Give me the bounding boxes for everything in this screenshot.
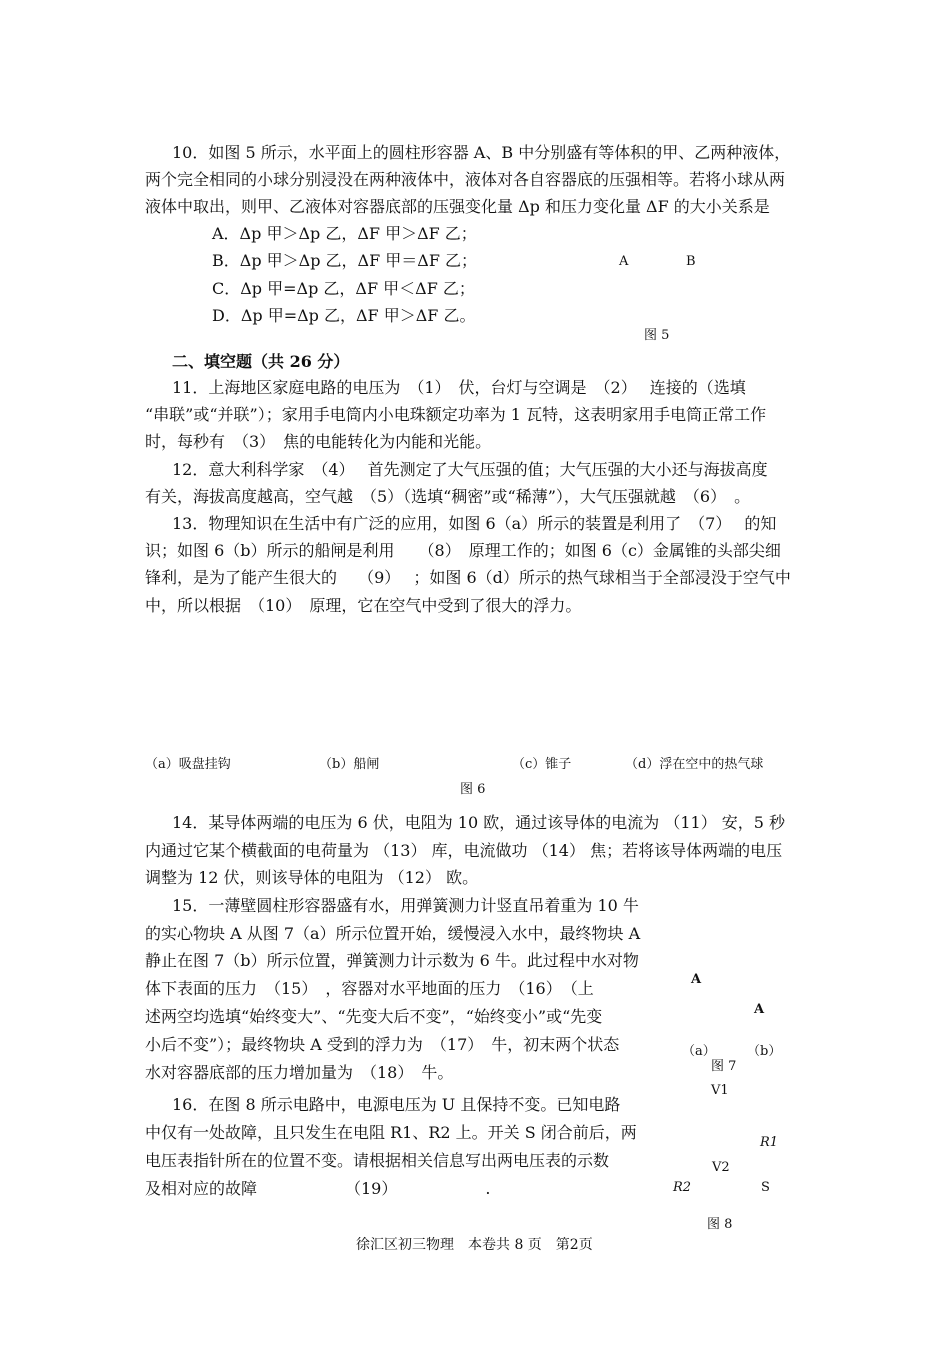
fig6-caption-d: （d）浮在空中的热气球 <box>625 757 764 772</box>
fig8-resistor-r1: R1 <box>760 1135 779 1150</box>
q15-line-7: 水对容器底部的压力增加量为 （18） 牛。 <box>145 1063 454 1082</box>
q14-line-3: 调整为 12 伏，则该导体的电阻为 （12） 欧。 <box>145 868 479 887</box>
section-title: 二、填空题（共 26 分） <box>172 352 350 371</box>
q11-line-1: 11．上海地区家庭电路的电压为 （1） 伏，台灯与空调是 （2） 连接的（选填 <box>172 378 746 397</box>
page-footer: 徐汇区初三物理 本卷共 8 页 第2页 <box>356 1237 593 1253</box>
fig6-caption-a: （a）吸盘挂钩 <box>145 757 231 772</box>
fig7-block-a-right: A <box>754 1002 765 1017</box>
q16-line-1: 16．在图 8 所示电路中，电源电压为 U 且保持不变。已知电路 <box>172 1095 621 1114</box>
fig5-label-a: A <box>619 254 629 269</box>
fig6-caption-c: （c）锥子 <box>512 757 572 772</box>
q10-option-d: D．Δp 甲=Δp 乙，ΔF 甲＞ΔF 乙。 <box>212 306 476 325</box>
q15-line-1: 15．一薄壁圆柱形容器盛有水，用弹簧测力计竖直吊着重为 10 牛 <box>172 896 639 915</box>
fig8-voltmeter-v2: V2 <box>712 1160 730 1175</box>
q15-line-2: 的实心物块 A 从图 7（a）所示位置开始，缓慢浸入水中，最终物块 A <box>145 924 641 943</box>
fig8-voltmeter-v1: V1 <box>711 1083 729 1098</box>
q10-line-1: 10．如图 5 所示，水平面上的圆柱形容器 A、B 中分别盛有等体积的甲、乙两种液体， <box>172 143 791 162</box>
q16-line-3: 电压表指针所在的位置不变。请根据相关信息写出两电压表的示数 <box>145 1151 610 1170</box>
q13-line-1: 13．物理知识在生活中有广泛的应用，如图 6（a）所示的装置是利用了 （7） 的知 <box>172 514 777 533</box>
q10-line-2: 两个完全相同的小球分别浸没在两种液体中，液体对各自容器底的压强相等。若将小球从两 <box>145 170 786 189</box>
fig5-caption: 图 5 <box>644 328 670 343</box>
q11-line-3: 时，每秒有 （3） 焦的电能转化为内能和光能。 <box>145 432 492 451</box>
q16-line-4: 及相对应的故障 （19） . <box>145 1179 491 1198</box>
q12-line-1: 12．意大利科学家 （4） 首先测定了大气压强的值；大气压强的大小还与海拔高度 <box>172 460 768 479</box>
fig6-title: 图 6 <box>460 782 486 797</box>
q15-line-3: 静止在图 7（b）所示位置，弹簧测力计示数为 6 牛。此过程中水对物 <box>145 951 639 970</box>
fig7-title: 图 7 <box>711 1059 737 1074</box>
fig8-resistor-r2: R2 <box>673 1180 692 1195</box>
q15-line-6: 小后不变”）；最终物块 A 受到的浮力为 （17） 牛，初末两个状态 <box>145 1035 620 1054</box>
q13-line-2: 识；如图 6（b）所示的船闸是利用 （8） 原理工作的；如图 6（c）金属锥的头部尖细 <box>145 541 781 560</box>
q14-line-2: 内通过它某个横截面的电荷量为 （13） 库，电流做功 （14） 焦；若将该导体两端的电压 <box>145 841 783 860</box>
q13-line-4: 中，所以根据 （10） 原理，它在空气中受到了很大的浮力。 <box>145 596 582 615</box>
q10-option-c: C．Δp 甲=Δp 乙，ΔF 甲＜ΔF 乙； <box>212 279 475 298</box>
q15-line-5: 述两空均选填“始终变大”、“先变大后不变”，“始终变小”或“先变 <box>145 1007 603 1026</box>
fig8-title: 图 8 <box>707 1217 733 1232</box>
q13-line-3: 锋利，是为了能产生很大的 （9） ；如图 6（d）所示的热气球相当于全部浸没于空气中 <box>145 568 791 587</box>
fig7-sub-a: （a） <box>682 1044 716 1059</box>
fig8-switch-s: S <box>761 1180 770 1195</box>
q15-line-4: 体下表面的压力 （15） ，容器对水平地面的压力 （16） （上 <box>145 979 594 998</box>
q11-line-2: “串联”或“并联”）；家用手电筒内小电珠额定功率为 1 瓦特，这表明家用手电筒正常工作 <box>145 405 767 424</box>
q10-option-a: A．Δp 甲＞Δp 乙，ΔF 甲＞ΔF 乙； <box>212 224 477 243</box>
fig7-sub-b: （b） <box>747 1044 782 1059</box>
q14-line-1: 14．某导体两端的电压为 6 伏，电阻为 10 欧，通过该导体的电流为 （11） 安，5 秒 <box>172 813 786 832</box>
q12-line-2: 有关，海拔高度越高，空气越 （5）（选填“稠密”或“稀薄”），大气压强就越 （6） 。 <box>145 487 751 506</box>
fig7-block-a-left: A <box>691 972 702 987</box>
fig5-label-b: B <box>686 254 696 269</box>
q16-line-2: 中仅有一处故障，且只发生在电阻 R1、R2 上。开关 S 闭合前后，两 <box>145 1123 637 1142</box>
fig6-caption-b: （b）船闸 <box>319 757 380 772</box>
q10-line-3: 液体中取出，则甲、乙液体对容器底部的压强变化量 Δp 和压力变化量 ΔF 的大小关系是 <box>145 197 770 216</box>
q10-option-b: B．Δp 甲＞Δp 乙，ΔF 甲＝ΔF 乙； <box>212 251 478 270</box>
